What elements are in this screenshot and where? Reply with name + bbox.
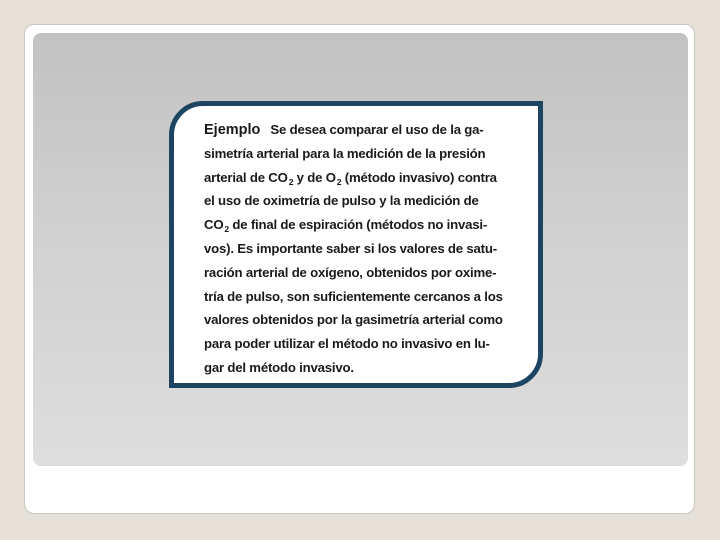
text-line-7: ración arterial de oxígeno, obtenidos por oxime- [204,264,497,280]
text-line-6: vos). Es importante saber si los valores de satu- [204,240,497,256]
example-label: Ejemplo [204,122,261,138]
text-line-5 [204,213,528,237]
text-line-3 [204,166,528,190]
text-segment: arterial de CO [204,169,288,185]
text-segment: (método invasivo) contra [341,169,497,185]
text-line-1 [204,118,528,142]
text-line-2: simetría arterial para la medición de la presión [204,145,486,161]
text-segment: de final de espiración (métodos no invasi- [228,217,488,233]
text-line-1-body: Se desea comparar el uso de la ga- [270,122,484,137]
text-segment: y de O [293,169,336,185]
example-text [204,118,528,380]
subscript: 2 [224,224,229,235]
subscript: 2 [336,176,342,187]
text-line-10: para poder utilizar el método no invasivo en lu- [204,336,490,352]
example-box [169,101,543,388]
text-line-9: valores obtenidos por la gasimetría arterial como [204,312,503,328]
text-line-8: tría de pulso, son suficientemente cercanos a los [204,288,503,304]
text-segment: CO [204,217,224,233]
text-line-4: el uso de oximetría de pulso y la medición de [204,193,479,209]
text-line-11: gar del método invasivo. [204,359,354,375]
subscript: 2 [288,176,294,187]
